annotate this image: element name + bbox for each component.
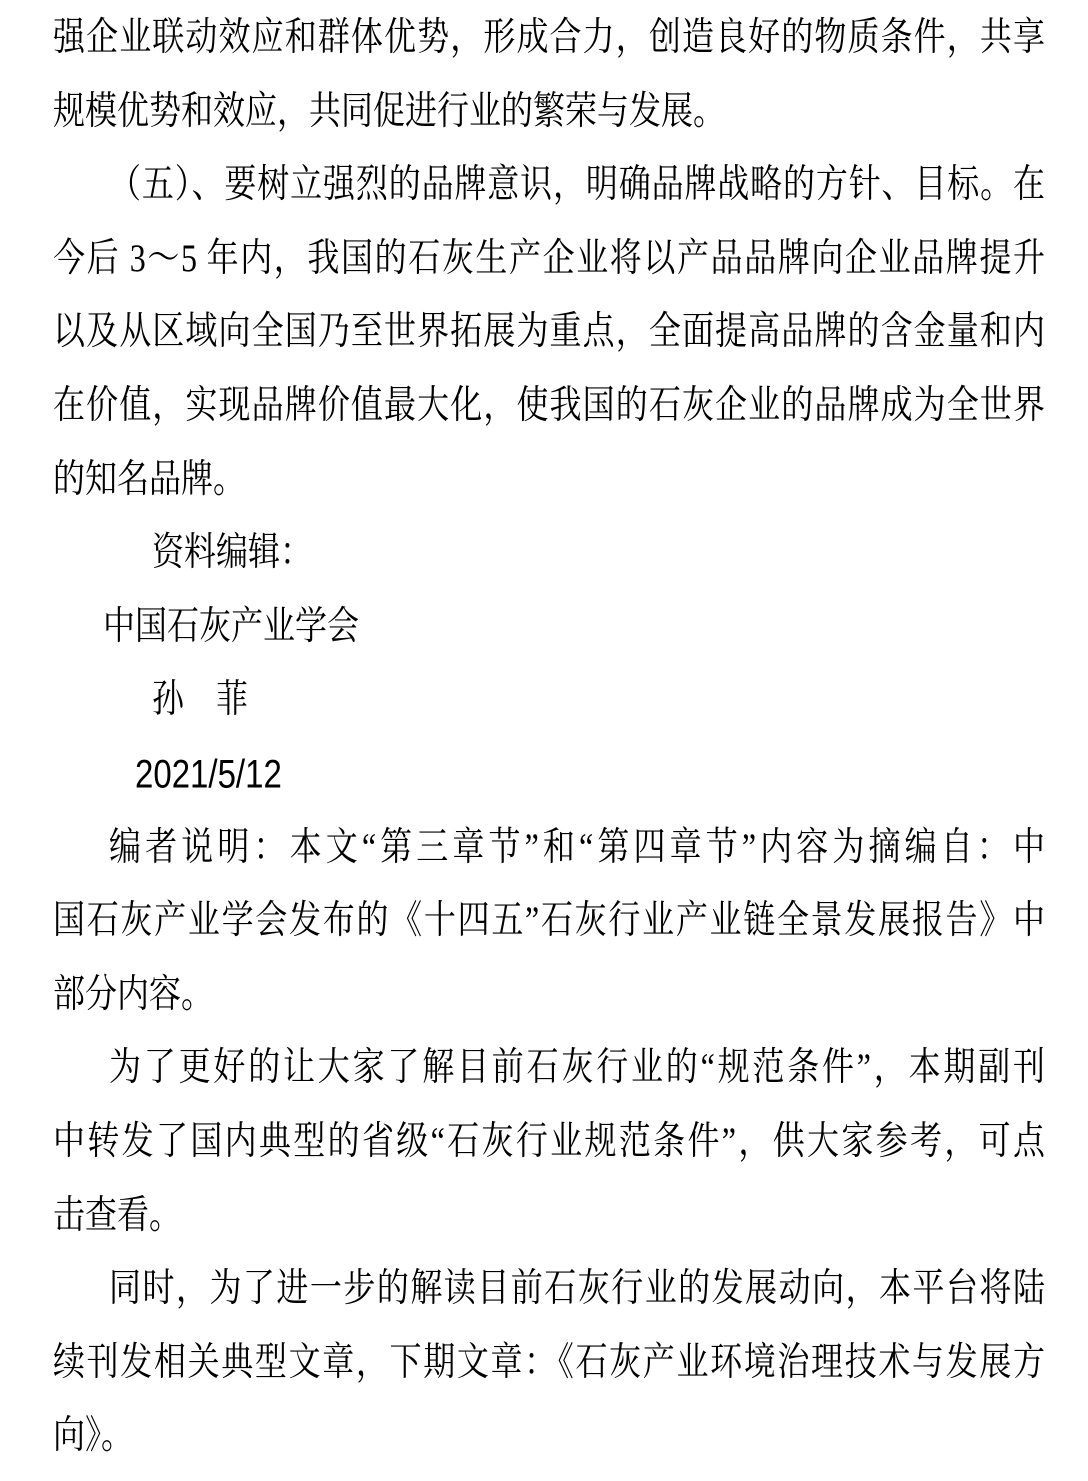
editor-note-line: 国石灰产业学会发布的《十四五”石灰行业产业链全景发展报告》中 (53, 897, 1045, 942)
credits-organization: 中国石灰产业学会 (103, 603, 360, 648)
paragraph-line: 中转发了国内典型的省级“石灰行业规范条件”，供大家参考，可点 (53, 1118, 1045, 1163)
paragraph-line: 的知名品牌。 (53, 456, 246, 501)
paragraph-line: 击查看。 (53, 1192, 182, 1237)
credits-editor-name: 孙 菲 (152, 677, 249, 722)
editor-note-line: 部分内容。 (53, 971, 214, 1016)
paragraph-line-section-five: （五）、要树立强烈的品牌意识，明确品牌战略的方针、目标。在 (109, 162, 1045, 206)
paragraph-line: 在价值，实现品牌价值最大化，使我国的石灰企业的品牌成为全世界 (53, 382, 1045, 427)
document-body (53, 1, 1045, 1473)
paragraph-line: 今后 3～5 年内，我国的石灰生产企业将以产品品牌向企业品牌提升 (53, 235, 1045, 280)
paragraph-line: 续刊发相关典型文章，下期文章：《石灰产业环境治理技术与发展方 (53, 1339, 1045, 1384)
paragraph-line: 同时，为了进一步的解读目前石灰行业的发展动向，本平台将陆 (109, 1265, 1045, 1310)
paragraph-line: 向》。 (53, 1413, 134, 1458)
editor-note-line: 编者说明：本文“第三章节”和“第四章节”内容为摘编自：中 (109, 824, 1045, 869)
paragraph-line: 为了更好的让大家了解目前石灰行业的“规范条件”，本期副刊 (109, 1045, 1045, 1090)
paragraph-line: 强企业联动效应和群体优势，形成合力，创造良好的物质条件，共享 (53, 14, 1045, 59)
paragraph-line: 规模优势和效应，共同促进行业的繁荣与发展。 (53, 88, 726, 133)
credits-date: 2021/5/12 (135, 750, 282, 796)
credits-editor-label: 资料编辑： (152, 530, 313, 574)
paragraph-line: 以及从区域向全国乃至世界拓展为重点，全面提高品牌的含金量和内 (53, 309, 1045, 354)
